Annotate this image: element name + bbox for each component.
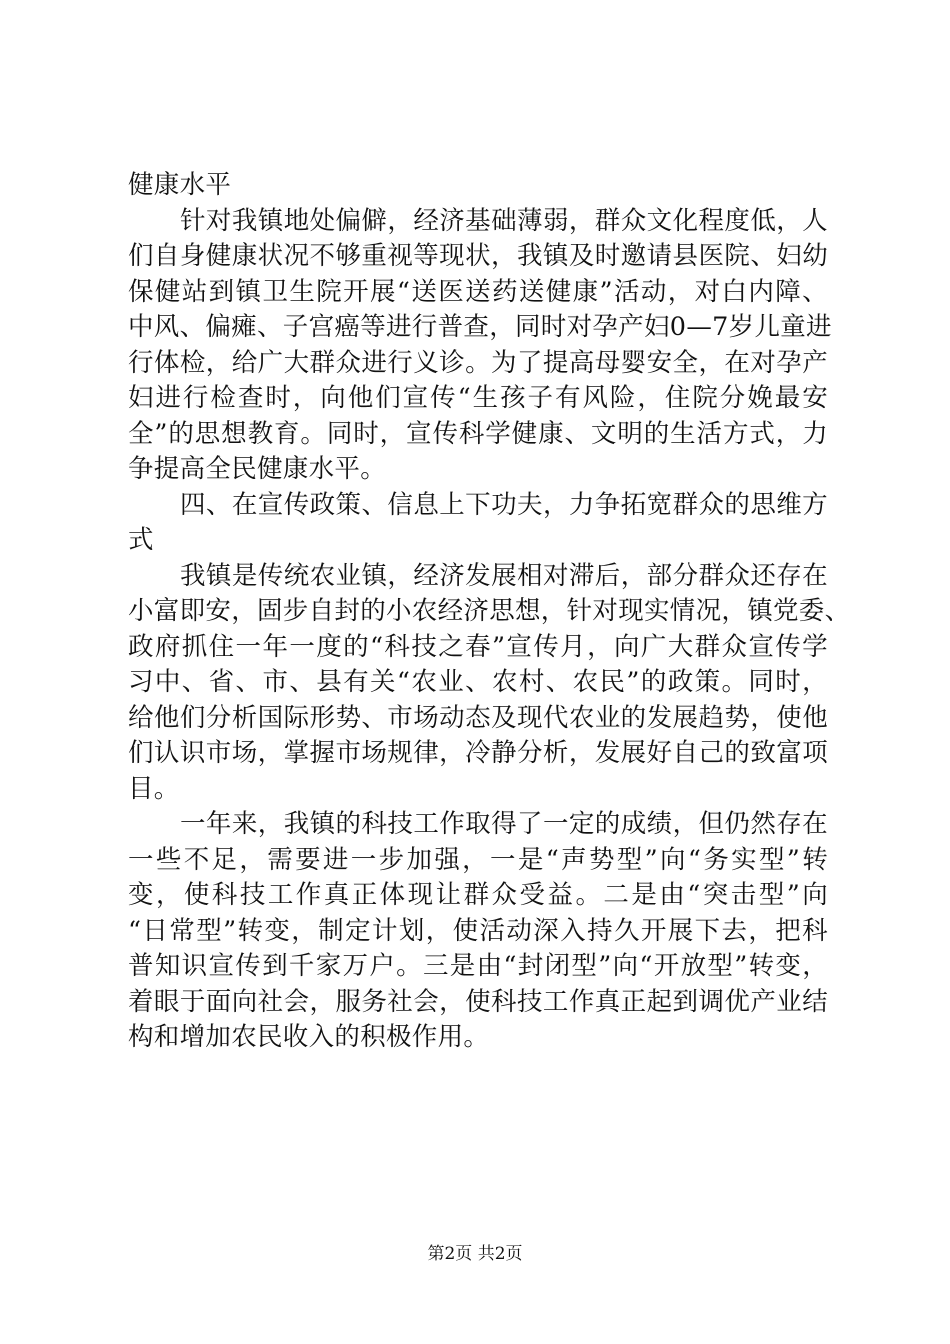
text-line: 一年来，我镇的科技工作取得了一定的成绩，但仍然存在 — [180, 809, 828, 839]
text-line: 构和增加农民收入的积极作用。 — [128, 1022, 490, 1052]
text-line: 目。 — [128, 773, 180, 804]
text-line: 针对我镇地处偏僻，经济基础薄弱，群众文化程度低，人 — [180, 205, 828, 236]
text-line: 争提高全民健康水平。 — [128, 454, 387, 484]
document-body — [128, 168, 851, 1056]
page-number-footer: 第2页 共2页 — [427, 1244, 523, 1264]
text-line: 健康水平 — [128, 170, 232, 200]
text-line: 保健站到镇卫生院开展“送医送药送健康”活动，对白内障、 — [128, 276, 828, 307]
text-line: 们认识市场，掌握市场规律，冷静分析，发展好自己的致富项 — [128, 738, 828, 768]
text-line: 全”的思想教育。同时，宣传科学健康、文明的生活方式，力 — [128, 418, 828, 449]
text-line: 行体检，给广大群众进行义诊。为了提高母婴安全，在对孕产 — [128, 347, 828, 378]
text-line: 习中、省、市、县有关“农业、农村、农民”的政策。同时， — [128, 667, 828, 697]
text-line: “日常型”转变，制定计划，使活动深入持久开展下去，把科 — [128, 915, 828, 946]
text-line: 着眼于面向社会，服务社会，使科技工作真正起到调优产业结 — [128, 986, 828, 1017]
text-line: 给他们分析国际形势、市场动态及现代农业的发展趋势，使他 — [128, 702, 828, 733]
text-line: 妇进行检查时，向他们宣传“生孩子有风险，住院分娩最安 — [128, 383, 828, 413]
text-line: 变，使科技工作真正体现让群众受益。二是由“突击型”向 — [128, 880, 828, 910]
section-heading-line: 四、在宣传政策、信息上下功夫，力争拓宽群众的思维方 — [180, 489, 828, 520]
text-line: 们自身健康状况不够重视等现状，我镇及时邀请县医院、妇幼 — [128, 241, 828, 271]
section-heading-line: 式 — [128, 525, 154, 555]
text-line: 我镇是传统农业镇，经济发展相对滞后，部分群众还存在 — [180, 560, 828, 591]
text-line: 普知识宣传到千家万户。三是由“封闭型”向“开放型”转变， — [128, 951, 828, 981]
text-line: 一些不足，需要进一步加强，一是“声势型”向“务实型”转 — [128, 844, 828, 875]
text-line: 小富即安，固步自封的小农经济思想，针对现实情况，镇党委、 — [128, 596, 851, 626]
text-line: 政府抓住一年一度的“科技之春”宣传月，向广大群众宣传学 — [128, 631, 828, 662]
text-line: 中风、偏瘫、子宫癌等进行普查，同时对孕产妇0—7岁儿童进 — [128, 312, 832, 342]
